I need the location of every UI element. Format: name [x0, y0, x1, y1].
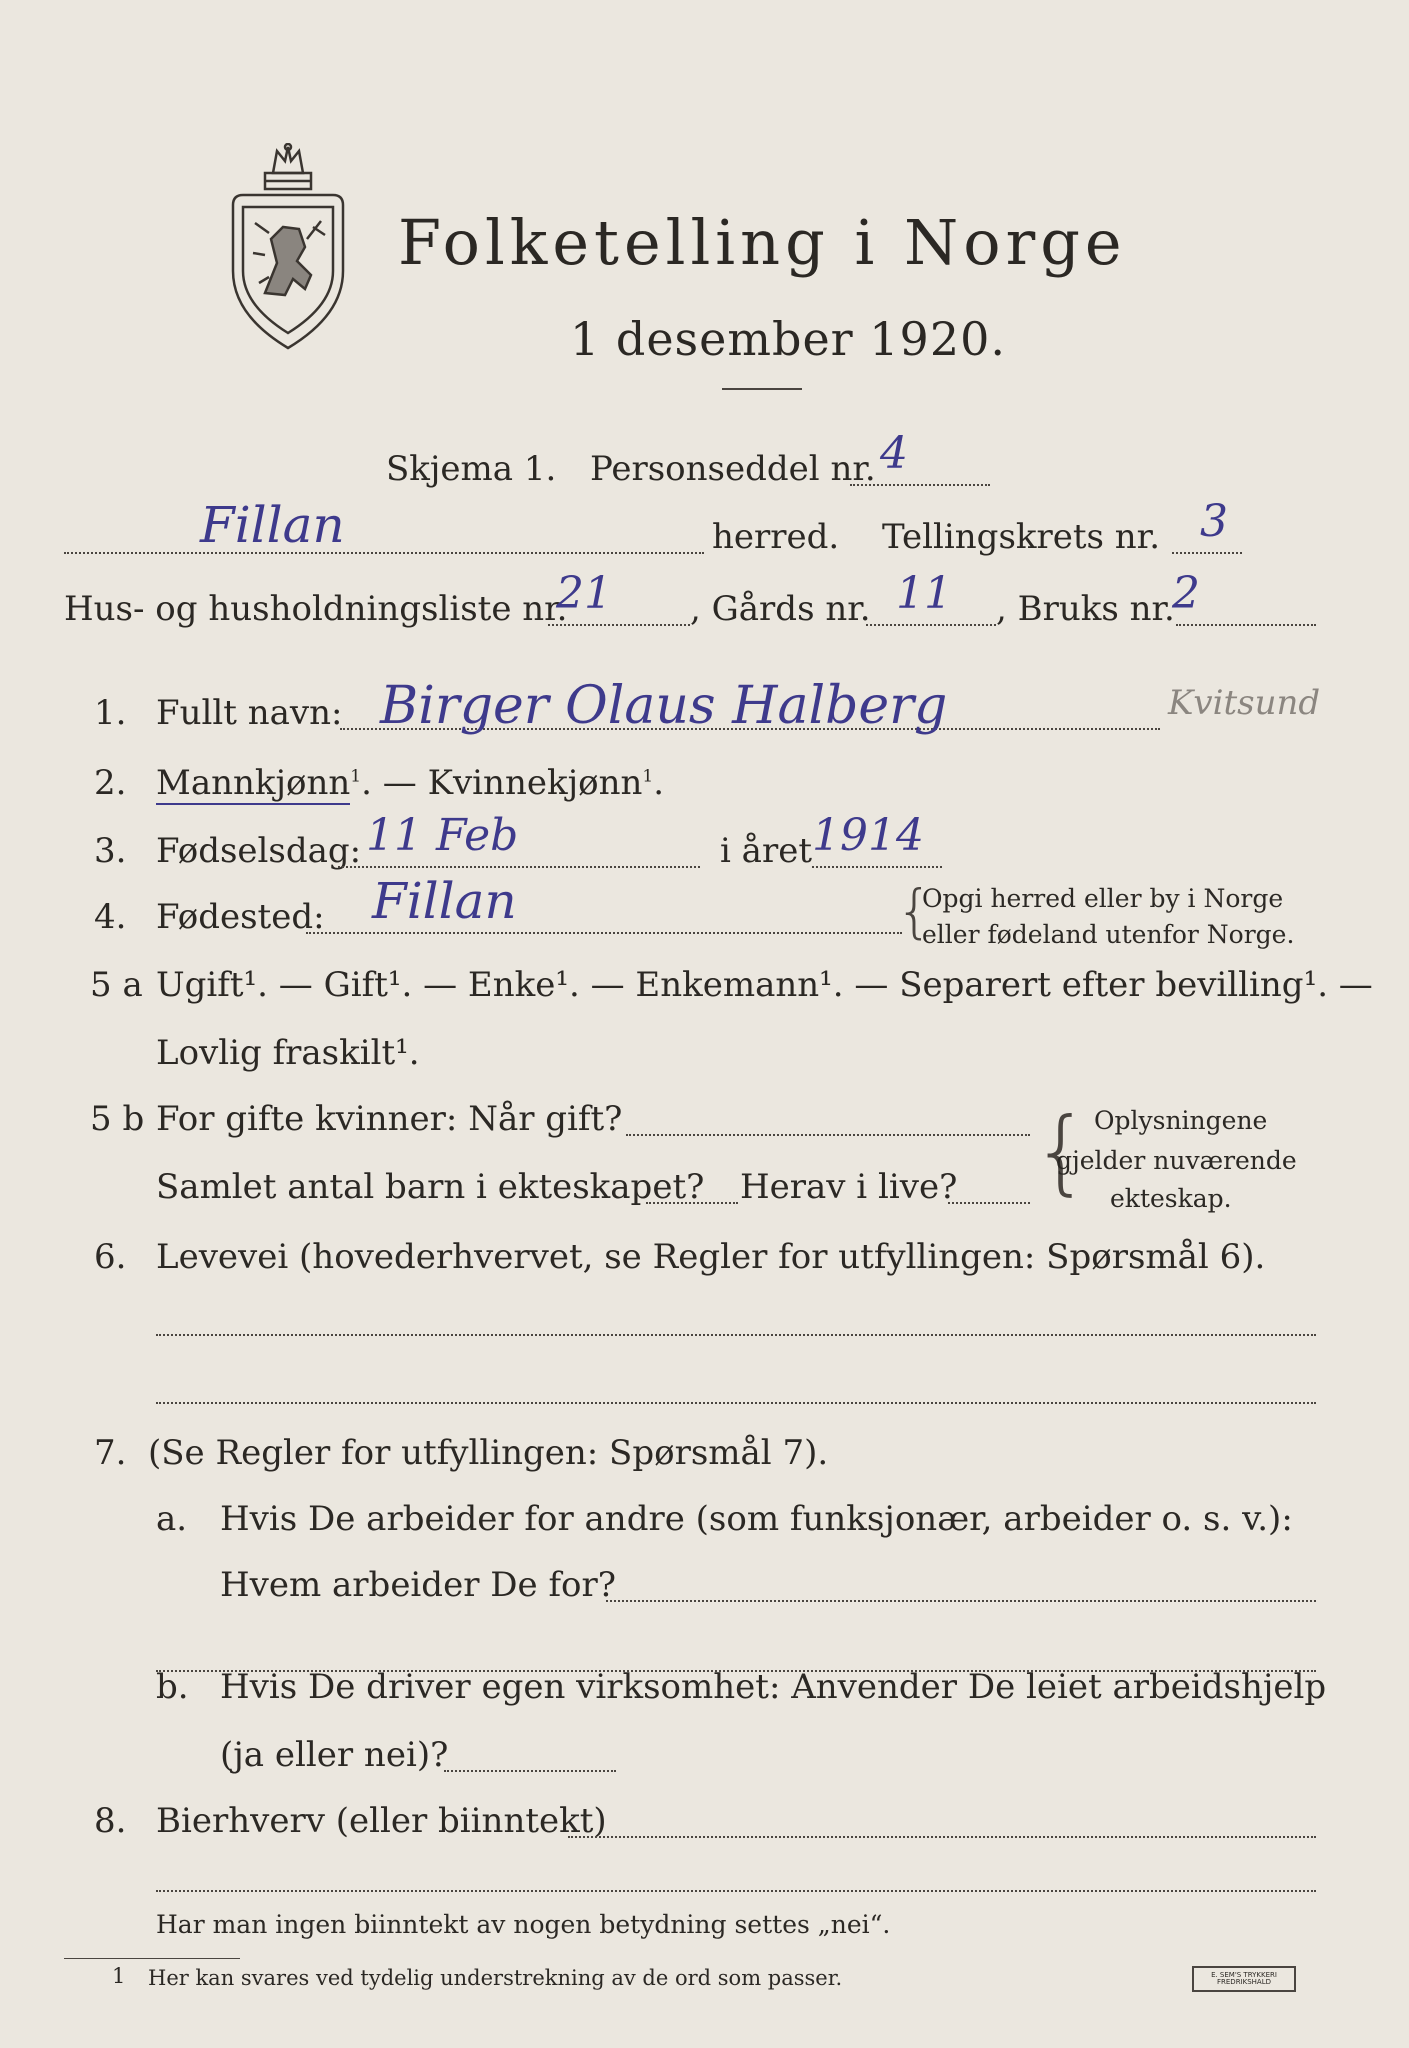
- form-date: 1 desember 1920.: [570, 312, 1006, 366]
- footnote-text: Her kan svares ved tydelig understrekning av de ord som passer.: [148, 1966, 843, 1990]
- q2-sep: . —: [361, 763, 428, 803]
- personseddel-label: Personseddel nr.: [590, 449, 876, 489]
- q7a-answer-line: [606, 1600, 1316, 1602]
- q7a-line-2: Hvem arbeider De for?: [220, 1565, 616, 1605]
- skjema-label: Skjema 1.: [386, 449, 557, 489]
- printer-line-2: FREDRIKSHALD: [1216, 1978, 1271, 1986]
- footer-note: Har man ingen biinntekt av nogen betydning settes „nei“.: [156, 1910, 891, 1939]
- q2-male: Mannkjønn: [156, 763, 351, 803]
- q5b-note-2: gjelder nuværende: [1056, 1146, 1297, 1175]
- q3-number: 3.: [94, 831, 127, 871]
- herred-line: [64, 552, 704, 554]
- q5b-note-1: Oplysningene: [1094, 1106, 1268, 1135]
- gards-label: , Gårds nr.: [690, 589, 871, 629]
- q5b-brace: {: [1032, 1098, 1091, 1205]
- q7-number: 7.: [94, 1433, 127, 1473]
- q3-line: [338, 866, 700, 868]
- q3-year-label: i året: [720, 831, 812, 871]
- bruks-line: [1176, 624, 1316, 626]
- q5b-line-1-dots: [626, 1134, 1030, 1136]
- q2-female: Kvinnekjønn: [427, 763, 643, 803]
- herred-value: Fillan: [200, 496, 345, 554]
- q8-answer-line: [568, 1836, 1316, 1838]
- q4-note-2: eller fødeland utenfor Norge.: [922, 920, 1295, 949]
- q7b-answer-line: [444, 1770, 616, 1772]
- q2-end: .: [653, 763, 665, 803]
- q6-label: Levevei (hovederhvervet, se Regler for utfyllingen: Spørsmål 6).: [156, 1237, 1266, 1277]
- tellingskrets-value: 3: [1200, 496, 1228, 547]
- q5b-line-2b: Herav i live?: [740, 1167, 958, 1207]
- q5b-line-2a-dots: [646, 1202, 738, 1204]
- q5a-line-2: Lovlig fraskilt¹.: [156, 1033, 420, 1073]
- q5a-line-1: Ugift¹. — Gift¹. — Enke¹. — Enkemann¹. — Separert efter bevilling¹. —: [156, 965, 1373, 1005]
- q6-line-2: [156, 1402, 1316, 1404]
- hus-label: Hus- og husholdningsliste nr.: [64, 589, 568, 629]
- q3-label: Fødselsdag:: [156, 831, 362, 871]
- footnote-mark: 1: [112, 1964, 126, 1988]
- q4-brace: {: [896, 877, 933, 945]
- tellingskrets-line: [1172, 552, 1242, 554]
- footnote-divider: [64, 1958, 240, 1959]
- q8-answer-line-2: [156, 1890, 1316, 1892]
- q3-year-line: [812, 866, 942, 868]
- q7b-letter: b.: [156, 1667, 189, 1707]
- q6-line-1: [156, 1334, 1316, 1336]
- q3-year-value: 1914: [812, 810, 924, 861]
- q5a-number: 5 a: [90, 965, 143, 1005]
- q5b-line-2b-dots: [948, 1202, 1030, 1204]
- tellingskrets-label: Tellingskrets nr.: [882, 517, 1161, 557]
- personseddel-line: [850, 484, 990, 486]
- q8-label: Bierhverv (eller biinntekt): [156, 1801, 607, 1841]
- q4-number: 4.: [94, 897, 127, 937]
- q4-note-1: Opgi herred eller by i Norge: [922, 884, 1284, 913]
- q5b-line-2a: Samlet antal barn i ekteskapet?: [156, 1167, 705, 1207]
- q5b-line-1: For gifte kvinner: Når gift?: [156, 1099, 623, 1139]
- title-divider: [722, 388, 802, 390]
- bruks-value: 2: [1172, 568, 1200, 619]
- q4-line: [306, 932, 902, 934]
- printer-line-1: E. SEM'S TRYKKERI: [1211, 1971, 1277, 1979]
- q2-number: 2.: [94, 763, 127, 803]
- q1-number: 1.: [94, 693, 127, 733]
- q1-value: Birger Olaus Halberg: [380, 676, 948, 736]
- q7b-line-1: Hvis De driver egen virksomhet: Anvender De leiet arbeidshjelp: [220, 1667, 1327, 1707]
- q2-text: Mannkjønn$^1$. — Kvinnekjønn$^1$.: [156, 763, 665, 803]
- form-title: Folketelling i Norge: [398, 206, 1127, 279]
- q6-number: 6.: [94, 1237, 127, 1277]
- personseddel-value: 4: [880, 428, 908, 479]
- gards-value: 11: [896, 568, 952, 619]
- q5b-note-3: ekteskap.: [1110, 1184, 1232, 1213]
- hus-value: 21: [556, 568, 612, 619]
- q7a-line-1: Hvis De arbeider for andre (som funksjonær, arbeider o. s. v.):: [220, 1499, 1293, 1539]
- printer-mark: [1192, 1966, 1296, 1992]
- q1-extra: Kvitsund: [1168, 683, 1321, 723]
- q7a-letter: a.: [156, 1499, 188, 1539]
- q1-label: Fullt navn:: [156, 693, 343, 733]
- q5b-number: 5 b: [90, 1099, 145, 1139]
- bruks-label: , Bruks nr.: [996, 589, 1175, 629]
- gards-line: [866, 624, 996, 626]
- hus-line: [548, 624, 690, 626]
- herred-label: herred.: [712, 517, 840, 557]
- q4-label: Fødested:: [156, 897, 325, 937]
- q4-value: Fillan: [372, 872, 517, 930]
- q8-number: 8.: [94, 1801, 127, 1841]
- q3-value: 11 Feb: [366, 810, 519, 861]
- q7-label: (Se Regler for utfyllingen: Spørsmål 7).: [148, 1433, 829, 1473]
- coat-of-arms-icon: [225, 143, 351, 353]
- q7b-line-2: (ja eller nei)?: [220, 1735, 449, 1775]
